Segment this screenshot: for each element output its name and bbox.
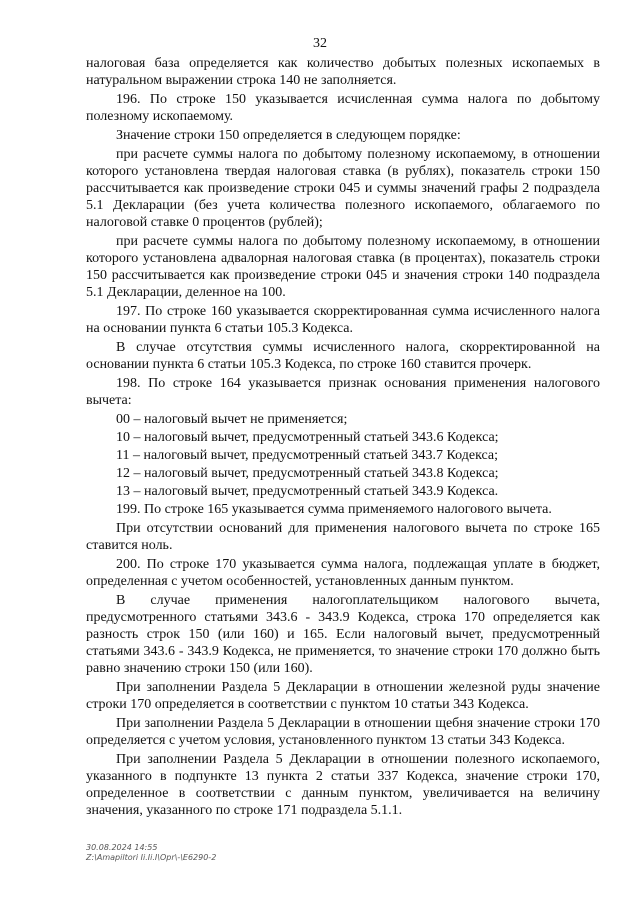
list-item: 13 – налоговый вычет, предусмотренный статьей 343.9 Кодекса. (116, 484, 499, 499)
paragraph: 198. По строке 164 указывается признак основания применения налогового вычета: (86, 376, 600, 408)
paragraph: В случае отсутствия суммы исчисленного налога, скорректированной на основании пункта 6 статьи 105.3 Кодекса, по строке 160 ставится прочерк. (86, 340, 600, 372)
paragraph: При отсутствии оснований для применения налогового вычета по строке 165 ставится ноль. (86, 521, 600, 553)
list-item: 12 – налоговый вычет, предусмотренный статьей 343.8 Кодекса; (116, 466, 499, 481)
paragraph: налоговая база определяется как количество добытых полезных ископаемых в натуральном выражении строка 140 не заполняется. (86, 56, 600, 88)
footer-file-path: Z:\Amapiltori Ii.Ii.I\Opr\-\E6290-2 (86, 853, 217, 862)
paragraph: 200. По строке 170 указывается сумма налога, подлежащая уплате в бюджет, определенная с учетом особенностей, установленных данным пунктом. (86, 557, 600, 589)
paragraph: При заполнении Раздела 5 Декларации в отношении полезного ископаемого, указанного в подпункте 13 пункта 2 статьи 337 Кодекса, значение строки 170, определенное в соответствии с данным пунктом, увеличивается на величину значения, указанного по строке 171 подраздела 5.1.1. (86, 752, 600, 818)
paragraph: В случае применения налогоплательщиком налогового вычета, предусмотренного статьями 343.6 - 343.9 Кодекса, строка 170 определяется как разность строк 150 (или 160) и 165. Если налоговый вычет, предусмотренный статьями 343.6 - 343.9 Кодекса, не применяется, то значение строки 170 должно быть равно значению строки 150 (или 160). (86, 593, 600, 676)
paragraph: 197. По строке 160 указывается скорректированная сумма исчисленного налога на основании пункта 6 статьи 105.3 Кодекса. (86, 304, 600, 336)
paragraph: При заполнении Раздела 5 Декларации в отношении щебня значение строки 170 определяется с учетом условия, установленного пунктом 13 статьи 343 Кодекса. (86, 716, 600, 748)
paragraph: 196. По строке 150 указывается исчисленная сумма налога по добытому полезному ископаемому. (86, 92, 600, 124)
document-body (86, 55, 600, 821)
paragraph: при расчете суммы налога по добытому полезному ископаемому, в отношении которого установлена адвалорная налоговая ставка (в процентах), показатель строки 150 рассчитывается как произведение строки 045 и значения строки 140 подраздела 5.1 Декларации, деленное на 100. (86, 234, 600, 300)
paragraph: 199. По строке 165 указывается сумма применяемого налогового вычета. (116, 502, 552, 517)
list-item: 11 – налоговый вычет, предусмотренный статьей 343.7 Кодекса; (116, 448, 499, 463)
paragraph: При заполнении Раздела 5 Декларации в отношении железной руды значение строки 170 определяется в соответствии с пунктом 10 статьи 343 Кодекса. (86, 680, 600, 712)
list-item: 10 – налоговый вычет, предусмотренный статьей 343.6 Кодекса; (116, 430, 499, 445)
paragraph: при расчете суммы налога по добытому полезному ископаемому, в отношении которого установлена твердая налоговая ставка (в рублях), показатель строки 150 рассчитывается как произведение строки 045 и суммы значений графы 2 подраздела 5.1 Декларации (без учета количества полезного ископаемого, облагаемого по налоговой ставке 0 процентов (рублей); (86, 147, 600, 230)
footer-timestamp: 30.08.2024 14:55 (86, 843, 158, 852)
list-item: 00 – налоговый вычет не применяется; (116, 412, 348, 427)
page-number: 32 (313, 36, 327, 51)
paragraph: Значение строки 150 определяется в следующем порядке: (116, 128, 461, 143)
document-footer (86, 843, 216, 863)
